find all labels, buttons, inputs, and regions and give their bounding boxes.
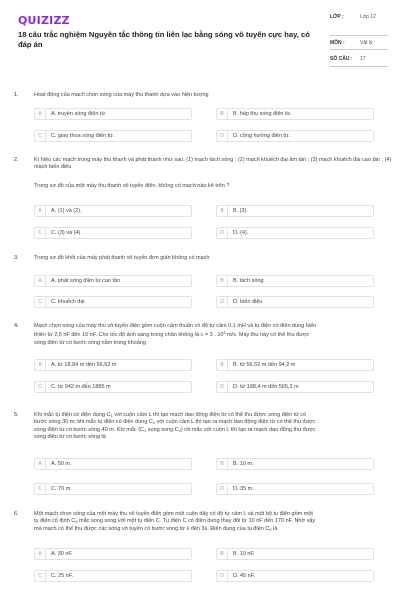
option-a[interactable] [34, 205, 192, 217]
question-line [34, 427, 392, 434]
option-text: A. 50 m. [51, 461, 72, 467]
text-run: thiên từ 2,5 nF đến 10 nF. Cho tốc độ ánh sáng trong chân không là c = 3 . 10 [34, 332, 224, 339]
question-line [34, 526, 392, 533]
question-text [34, 511, 392, 533]
question-number: 3. [14, 255, 19, 261]
option-letter: A [35, 206, 46, 217]
option-letter: A [35, 549, 46, 560]
option-b[interactable] [216, 275, 374, 287]
option-c[interactable] [34, 483, 192, 495]
subscript: 0 [75, 519, 78, 525]
option-text: C. (3) và (4). [51, 230, 82, 236]
option-letter: C [35, 297, 46, 308]
text-run: bước sóng 30 m; khi mắc tụ điện có điện dung C [34, 419, 153, 426]
option-letter: D [217, 571, 228, 582]
meta-count-value: 17 [360, 56, 366, 62]
question-number: 6. [14, 511, 19, 517]
option-text: A. (1) và (2). [51, 208, 82, 214]
option-d[interactable] [216, 227, 374, 239]
option-text: B. 10 m. [233, 461, 254, 467]
option-c[interactable] [34, 130, 192, 142]
quizizz-logo: QUIZIZZ [18, 14, 70, 27]
option-b[interactable] [216, 108, 374, 120]
option-text: D. từ 188,4 m đến 565,2 m [233, 384, 299, 390]
option-text: B. (3). [233, 208, 248, 214]
option-text: A. truyền sóng điện từ. [51, 111, 107, 117]
option-b[interactable] [216, 359, 374, 371]
option-letter: B [217, 276, 228, 287]
option-text: D. cộng hưởng điện từ. [233, 133, 291, 139]
text-run: là [271, 525, 278, 532]
option-text: A. 30 nF. [51, 551, 73, 557]
subscript: 1 [110, 413, 113, 418]
option-a[interactable] [34, 548, 192, 560]
option-letter: C [35, 382, 46, 393]
option-letter: C [35, 131, 46, 142]
meta-subject-label: MÔN : [330, 40, 345, 46]
option-b[interactable] [216, 548, 374, 560]
text-run: tụ điện cố định C [34, 518, 76, 525]
option-letter: D [217, 484, 228, 495]
question-line [34, 518, 392, 525]
question-line: sóng điện từ có bước sóng là [34, 434, 106, 441]
option-text: D. biến điệu [233, 299, 263, 305]
worksheet-header [0, 0, 400, 74]
option-letter: B [217, 109, 228, 120]
text-run: song song C [146, 426, 179, 433]
option-b[interactable] [216, 458, 374, 470]
text-run: mắc song song với một tụ điện C. Tụ điện C có điện dung thay đổi từ 10 nF đến 170 nF. Nhờ vậy [77, 518, 316, 525]
meta-count-label: SỐ CÂU : [330, 56, 353, 62]
question-text: Trong sơ đồ khối của máy phát thanh vô tuyến đơn giản không có mạch [34, 255, 210, 261]
meta-divider [330, 66, 388, 67]
option-a[interactable] [34, 359, 192, 371]
option-a[interactable] [34, 275, 192, 287]
option-letter: D [217, 131, 228, 142]
question-number: 5. [14, 412, 19, 418]
option-letter: B [217, 459, 228, 470]
option-letter: B [217, 360, 228, 371]
worksheet-title: 18 câu trắc nghiệm Nguyên tắc thông tin liên lạc bằng sóng vô tuyến cực hay, có đáp án [18, 30, 310, 49]
option-b[interactable] [216, 205, 374, 217]
question-number: 1. [14, 92, 19, 98]
option-text: C. từ 942 m đến 1885 m [51, 384, 111, 390]
option-text: D. 45 nF. [233, 573, 256, 579]
text-run: sóng điện từ có bước sóng 40 m. Khi mắc (C [34, 426, 145, 433]
subscript: 2 [152, 420, 156, 426]
meta-divider [330, 49, 388, 50]
option-text: B. từ 56,52 m đến 94,2 m [233, 362, 296, 368]
subscript: 0 [269, 526, 272, 532]
option-d[interactable] [216, 483, 374, 495]
option-d[interactable] [216, 570, 374, 582]
option-text: C. 25 nF. [51, 573, 74, 579]
option-letter: C [35, 571, 46, 582]
meta-divider [330, 35, 388, 36]
option-text: C. khuếch đại [51, 299, 85, 305]
option-letter: A [35, 459, 46, 470]
text-run: ) rồi mắc với cuộn L thì tạo ra mạch dao động thu được [180, 426, 316, 433]
option-text: B. tách sóng [233, 278, 264, 284]
question-line: sóng điện từ có bước sóng nằm trong khoảng [34, 339, 146, 346]
question-number: 4. [14, 323, 19, 329]
option-d[interactable] [216, 381, 374, 393]
option-letter: C [35, 484, 46, 495]
option-d[interactable] [216, 296, 374, 308]
option-c[interactable] [34, 227, 192, 239]
question-subtext: Trong sơ đồ của một máy thu thanh vô tuyến điện, không có mạch nào kể trên ? [34, 183, 230, 189]
question-line: Một mạch chọn sóng của một máy thu vô tuyến điện gồm một cuộn dây có độ tự cảm L và một bộ tụ điện gồm một [34, 511, 313, 517]
text-run: với cuộn cảm L thì tạo ra mạch dao động điện từ có thể thu được [155, 419, 316, 426]
subscript: 2 [178, 427, 181, 433]
option-letter: B [217, 549, 228, 560]
option-text: C. giao thoa sóng điện từ. [51, 133, 115, 139]
option-letter: D [217, 297, 228, 308]
option-a[interactable] [34, 458, 192, 470]
meta-subject-value: Vật lý [360, 40, 373, 46]
option-letter: B [217, 206, 228, 217]
text-run: m/s. Máy thu này có thể thu được [225, 332, 310, 339]
question-text [34, 323, 392, 347]
question-line: Mạch chọn sóng của máy thu vô tuyến điện gồm cuộn cảm thuần có độ tự cảm 0,1 mH và tụ điện có điện dung biến [34, 323, 317, 329]
option-c[interactable] [34, 570, 192, 582]
option-a[interactable] [34, 108, 192, 120]
text-run: Khi mắc tụ điện có điện dung C [34, 412, 111, 418]
question-line [34, 419, 392, 426]
option-letter: A [35, 360, 46, 371]
option-c[interactable] [34, 381, 192, 393]
meta-grade-value: Lớp 12 [360, 14, 376, 20]
question-number: 2. [14, 157, 19, 163]
option-text: A. phát sóng điện từ cao tần [51, 278, 121, 284]
option-text: C. 70 m. [51, 486, 72, 492]
question-text: Kí hiệu các mạch trong máy thu thanh và phát thanh như sau: (1) mạch tách sóng ; (2) mạch khuếch đại âm tần ; (3) mạch khuếch đại cao tần ; (4) mạch biến điệu [34, 157, 392, 171]
option-text: D. 35 m. [233, 486, 254, 492]
option-text: B. hấp thụ sóng điện từ. [233, 111, 292, 117]
option-letter: A [35, 109, 46, 120]
text-run: với cuộn cảm L thì tạo mạch dao động điện từ có thể thu được sóng điện từ có [112, 412, 307, 418]
option-text: D. (4). [233, 230, 249, 236]
question-text: Hoạt động của mạch chọn sóng của máy thu thanh dựa vào hiện tượng [34, 92, 209, 98]
question-line [34, 330, 392, 339]
question-text [34, 412, 392, 442]
option-letter: D [217, 228, 228, 239]
superscript: 8 [223, 331, 226, 336]
subscript: 1 [144, 427, 147, 433]
option-text: A. từ 18,84 m đến 56,52 m [51, 362, 117, 368]
option-letter: D [217, 382, 228, 393]
option-c[interactable] [34, 296, 192, 308]
option-d[interactable] [216, 130, 374, 142]
option-letter: C [35, 228, 46, 239]
text-run: mà mạch có thể thu được các sóng vô tuyến có bước sóng từ λ đến 3λ. Điện dung của tụ điện C [34, 525, 270, 532]
option-letter: A [35, 276, 46, 287]
meta-grade-label: LỚP : [330, 14, 344, 20]
option-text: B. 10 nF. [233, 551, 255, 557]
